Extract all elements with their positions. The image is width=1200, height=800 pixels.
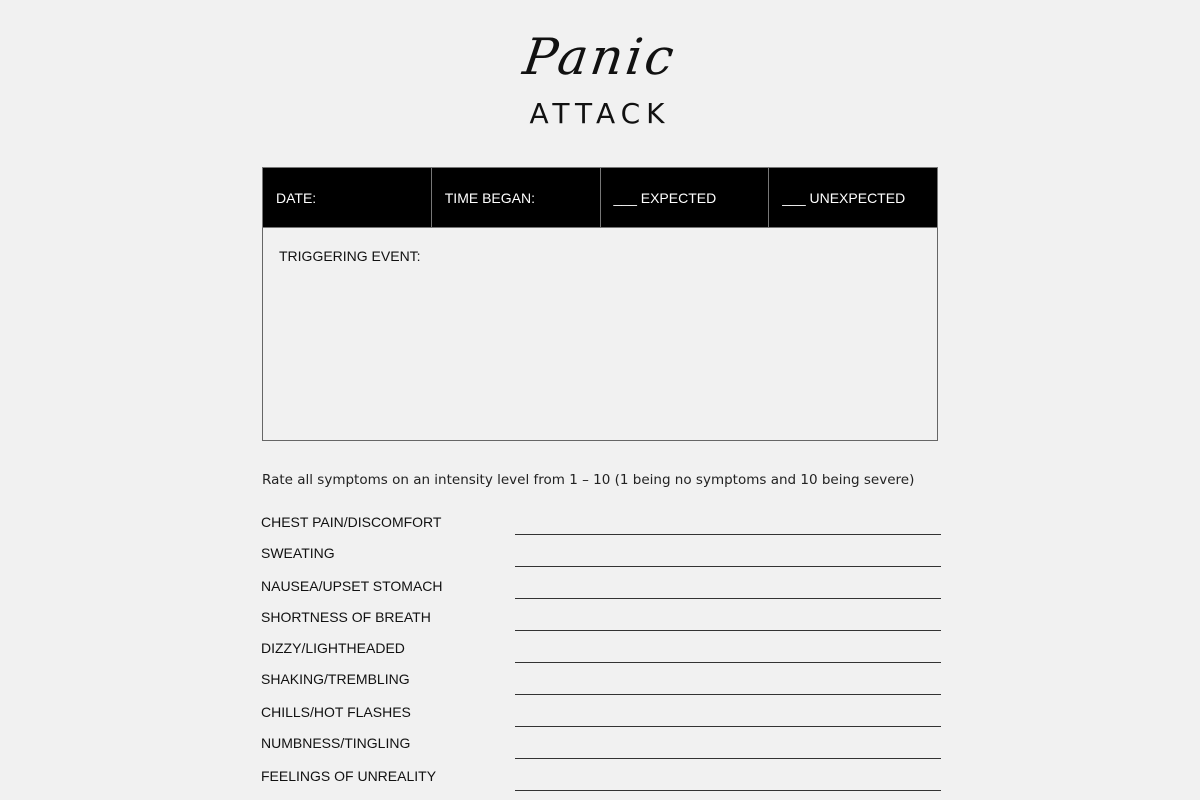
symptom-row (261, 694, 941, 726)
symptom-label: SHAKING/TREMBLING (261, 671, 410, 687)
triggering-event-label: TRIGGERING EVENT: (279, 248, 421, 264)
symptom-row (261, 630, 941, 662)
page-title: ATTACK (529, 97, 671, 130)
symptom-rating-line[interactable] (515, 790, 941, 791)
header-cell-expected[interactable] (601, 168, 770, 227)
symptom-label: DIZZY/LIGHTHEADED (261, 640, 405, 656)
header-cell-time-began[interactable] (432, 168, 601, 227)
symptom-label: SWEATING (261, 545, 335, 561)
symptom-row (261, 568, 941, 600)
symptom-row (261, 758, 941, 790)
header-cell-date[interactable] (263, 168, 432, 227)
triggering-event-box[interactable] (262, 228, 938, 441)
symptom-label: NAUSEA/UPSET STOMACH (261, 578, 443, 594)
symptom-label: CHILLS/HOT FLASHES (261, 704, 411, 720)
symptom-row (261, 725, 941, 757)
symptom-label: NUMBNESS/TINGLING (261, 735, 411, 751)
symptom-row (261, 504, 941, 536)
symptom-row (261, 661, 941, 693)
symptom-row (261, 599, 941, 631)
header-cell-date-label: DATE: (276, 189, 317, 206)
header-bar (262, 167, 938, 228)
rating-instructions: Rate all symptoms on an intensity level from 1 – 10 (1 being no symptoms and 10 being severe) (262, 472, 915, 488)
header-cell-expected-label: ___ EXPECTED (613, 189, 717, 206)
symptom-row (261, 535, 941, 567)
symptom-label: FEELINGS OF UNREALITY (261, 768, 437, 784)
header-cell-unexpected[interactable] (769, 168, 937, 227)
header-cell-unexpected-label: ___ UNEXPECTED (782, 189, 906, 206)
symptom-label: CHEST PAIN/DISCOMFORT (261, 514, 442, 530)
symptom-label: SHORTNESS OF BREATH (261, 609, 431, 625)
title-script: Panic (519, 28, 681, 86)
symptom-rating-line[interactable] (515, 566, 941, 567)
header-cell-time-began-label: TIME BEGAN: (444, 189, 535, 206)
